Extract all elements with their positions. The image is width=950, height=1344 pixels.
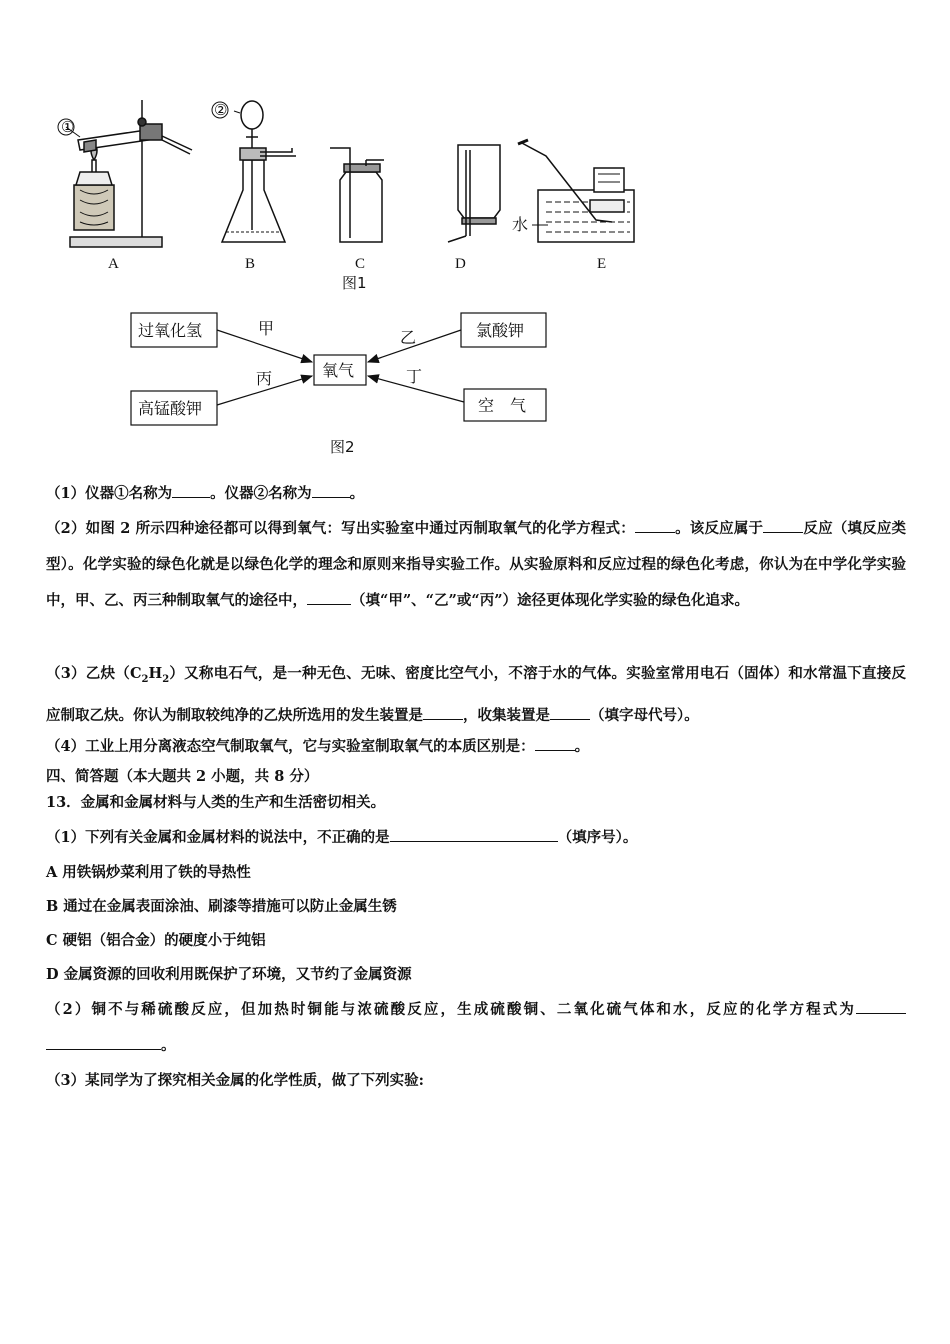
- apparatus-d: [448, 145, 500, 242]
- apparatus-c: [330, 148, 384, 242]
- section-heading: 四、简答题（本大题共 2 小题，共 8 分）: [46, 768, 319, 785]
- question-13-1-text-b: （填序号）。: [557, 829, 638, 846]
- circle-label-1: ①: [61, 120, 75, 136]
- question-1: [46, 476, 906, 512]
- label-e: E: [597, 256, 607, 272]
- answer-blank[interactable]: [856, 999, 906, 1014]
- box-oxygen-text: 氧气: [322, 361, 355, 380]
- question-2: [46, 511, 906, 619]
- label-c: C: [355, 256, 366, 272]
- arrow-yi-label: 乙: [400, 328, 417, 347]
- question-2-text-a: （2）如图 2 所示四种途径都可以得到氧气：写出实验室中通过丙制取氧气的化学方程式：: [46, 520, 635, 537]
- label-a: A: [108, 256, 119, 272]
- circle-label-2: ②: [214, 103, 228, 119]
- box-hydrogen-peroxide-text: 过氧化氢: [138, 321, 203, 340]
- question-3-text-h: H: [148, 665, 163, 682]
- question-2-text-c: 反应（填反应类型）。化学实验的绿色化就是以绿色化学的理念和原则来指导实验工作。从实验原料和反应过程的绿色化考虑，你认为在中学化学实验中，甲、乙、丙三种制取氧气的途径中，: [46, 520, 907, 609]
- question-3-text-a: （3）乙炔（C: [46, 665, 142, 682]
- answer-blank[interactable]: [390, 827, 558, 842]
- arrow-bing-label: 丙: [256, 369, 273, 388]
- figure-1: [58, 100, 634, 292]
- answer-blank[interactable]: [172, 483, 210, 498]
- answer-blank[interactable]: [46, 1035, 161, 1050]
- subscript: 2: [162, 673, 170, 685]
- answer-blank[interactable]: [312, 483, 350, 498]
- question-2-text-b: 。该反应属于: [674, 520, 764, 537]
- apparatus-a: [66, 100, 192, 247]
- question-2-text-d: （填“甲”、“乙”或“丙”）途径更体现化学实验的绿色化追求。: [351, 592, 750, 609]
- answer-blank[interactable]: [423, 705, 463, 720]
- option-d: D 金属资源的回收利用既保护了环境，又节约了金属资源: [46, 966, 412, 983]
- question-13-2-text-a: （2）铜不与稀硫酸反应，但加热时铜能与浓硫酸反应，生成硫酸铜、二氧化硫气体和水，反应的化学方程式为: [46, 1001, 856, 1018]
- question-1-text-b: 。仪器②名称为: [210, 485, 312, 502]
- answer-blank[interactable]: [535, 736, 575, 751]
- box-air-text: 空 气: [478, 396, 527, 415]
- box-potassium-chlorate-text: 氯酸钾: [476, 321, 525, 340]
- question-13-1-text-a: （1）下列有关金属和金属材料的说法中，不正确的是: [46, 829, 390, 846]
- label-d: D: [455, 256, 466, 272]
- question-4-text-b: 。: [574, 738, 590, 755]
- question-13-3: （3）某同学为了探究相关金属的化学性质，做了下列实验:: [46, 1072, 424, 1089]
- question-1-text-a: （1）仪器①名称为: [46, 485, 173, 502]
- figure-area: [0, 0, 950, 470]
- water-label: 水: [512, 215, 529, 234]
- answer-blank[interactable]: [550, 705, 590, 720]
- apparatus-e: [518, 140, 634, 242]
- figure-1-caption: 图1: [342, 274, 367, 292]
- arrow-jia-label: 甲: [258, 319, 275, 338]
- apparatus-b: [222, 101, 296, 242]
- figure-2: [131, 313, 546, 456]
- arrow-ding-label: 丁: [406, 367, 423, 386]
- question-13-2-text-b: 。: [161, 1037, 176, 1054]
- answer-blank[interactable]: [307, 590, 351, 605]
- figure-2-caption: 图2: [330, 438, 355, 456]
- subscript: 2: [141, 673, 149, 685]
- label-b: B: [245, 256, 256, 272]
- box-potassium-permanganate-text: 高锰酸钾: [138, 399, 203, 418]
- answer-blank[interactable]: [635, 518, 675, 533]
- question-3-text-c: ，收集装置是: [463, 706, 550, 724]
- option-c: C 硬铝（铝合金）的硬度小于纯铝: [46, 932, 266, 949]
- answer-blank[interactable]: [763, 518, 803, 533]
- question-13: 13．金属和金属材料与人类的生产和生活密切相关。: [46, 794, 386, 811]
- question-4: [46, 729, 906, 765]
- option-b: B 通过在金属表面涂油、刷漆等措施可以防止金属生锈: [46, 898, 397, 915]
- question-1-text-c: 。: [349, 485, 365, 502]
- question-3: [46, 656, 906, 734]
- question-4-text-a: （4）工业上用分离液态空气制取氧气，它与实验室制取氧气的本质区别是：: [46, 738, 535, 755]
- question-13-2: [46, 992, 906, 1064]
- question-13-1: [46, 820, 906, 856]
- question-3-text-d: （填字母代号）。: [590, 706, 699, 724]
- question-3-text-b: ）又称电石气，是一种无色、无味、密度比空气小，不溶于水的气体。实验室常用电石（固体）和水常温下直接反应制取乙炔。你认为制取较纯净的乙炔所选用的发生装置是: [46, 665, 906, 724]
- option-a: A 用铁锅炒菜利用了铁的导热性: [46, 864, 251, 881]
